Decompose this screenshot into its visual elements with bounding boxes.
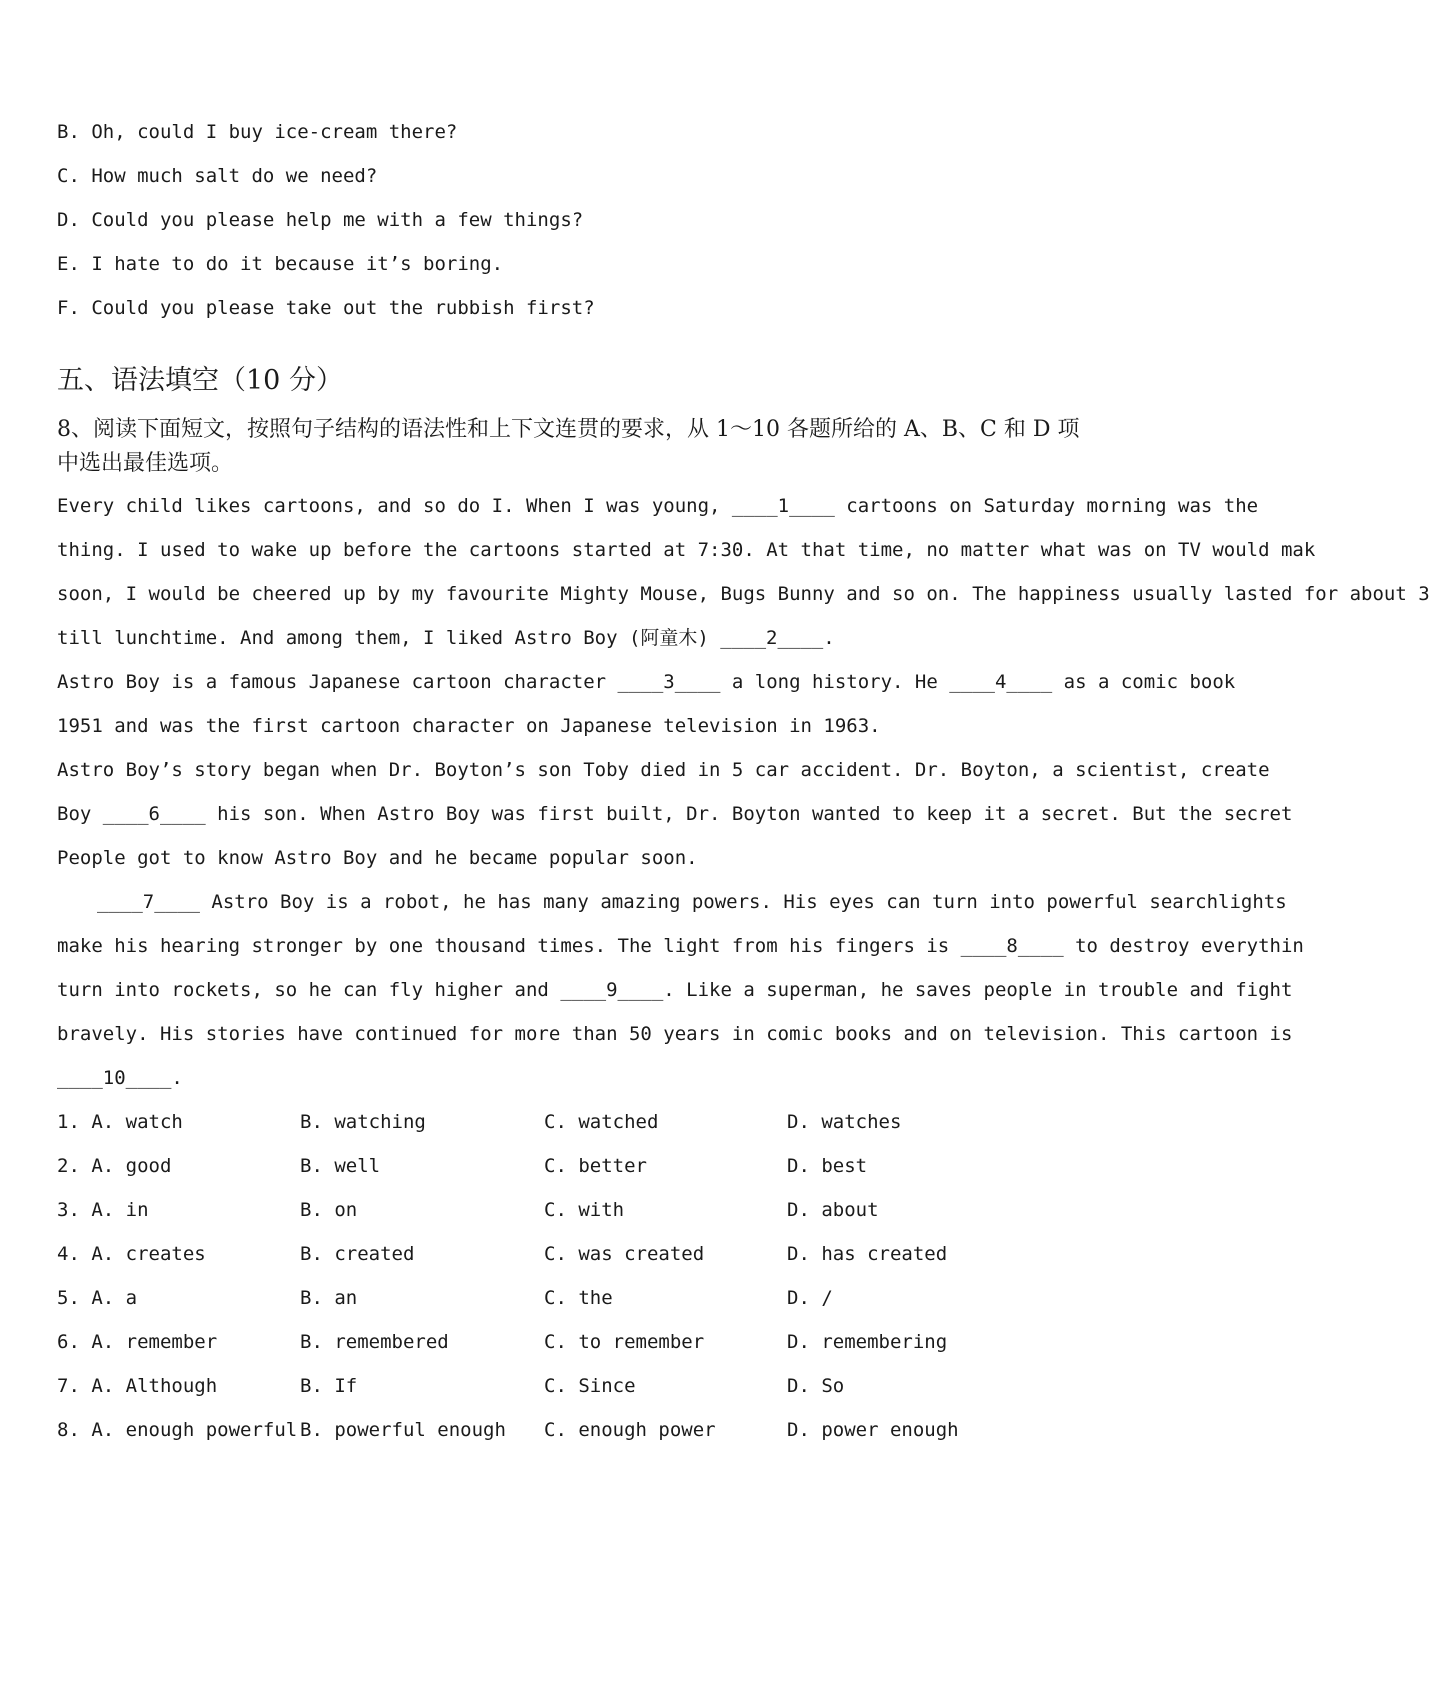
choice-b: B. on — [300, 1199, 358, 1221]
choice-a: 3. A. in — [57, 1199, 149, 1221]
choice-c: C. the — [544, 1287, 613, 1309]
passage-line: ____10____. — [57, 1067, 183, 1089]
choice-a: 2. A. good — [57, 1155, 172, 1177]
choice-row-3 — [57, 1198, 1157, 1222]
passage-line: till lunchtime. And among them, I liked Astro Boy (阿童木) ____2____. — [57, 627, 835, 649]
passage-line: turn into rockets, so he can fly higher and ____9____. Like a superman, he saves people in trouble and fight — [57, 979, 1293, 1001]
choice-row-1 — [57, 1110, 1157, 1134]
choice-c: C. watched — [544, 1111, 659, 1133]
choice-a: 1. A. watch — [57, 1111, 183, 1133]
choice-a: 7. A. Although — [57, 1375, 218, 1397]
choice-row-7 — [57, 1374, 1157, 1398]
choice-row-5 — [57, 1286, 1157, 1310]
instruction-line-1: 8、阅读下面短文，按照句子结构的语法性和上下文连贯的要求，从 1～10 各题所给的 A、B、C 和 D 项 — [57, 417, 1080, 442]
choice-c: C. Since — [544, 1375, 636, 1397]
passage-line: thing. I used to wake up before the cartoons started at 7:30. At that time, no matter what was on TV would mak — [57, 539, 1316, 561]
choice-row-4 — [57, 1242, 1157, 1266]
choice-a: 4. A. creates — [57, 1243, 206, 1265]
choice-c: C. enough power — [544, 1419, 716, 1441]
choice-c: C. to remember — [544, 1331, 705, 1353]
choice-a: 6. A. remember — [57, 1331, 218, 1353]
choice-c: C. better — [544, 1155, 647, 1177]
instruction-line-2: 中选出最佳选项。 — [57, 451, 234, 476]
choice-b: B. powerful enough — [300, 1419, 506, 1441]
choice-c: C. was created — [544, 1243, 705, 1265]
option-line-b: B. Oh, could I buy ice-cream there? — [57, 121, 458, 143]
section-title: 五、语法填空（10 分） — [57, 365, 343, 396]
choice-d: D. power enough — [787, 1419, 959, 1441]
passage-line: Every child likes cartoons, and so do I. When I was young, ____1____ cartoons on Saturday morning was the — [57, 495, 1259, 517]
passage-line: bravely. His stories have continued for more than 50 years in comic books and on television. This cartoon is — [57, 1023, 1293, 1045]
passage-line: Astro Boy is a famous Japanese cartoon character ____3____ a long history. He ____4____ as a comic book — [57, 671, 1236, 693]
choice-d: D. / — [787, 1287, 833, 1309]
choice-d: D. best — [787, 1155, 868, 1177]
option-line-c: C. How much salt do we need? — [57, 165, 378, 187]
choice-a: 8. A. enough powerful — [57, 1419, 298, 1441]
passage-line: 1951 and was the first cartoon character on Japanese television in 1963. — [57, 715, 881, 737]
choice-b: B. watching — [300, 1111, 426, 1133]
option-line-d: D. Could you please help me with a few things? — [57, 209, 584, 231]
choice-a: 5. A. a — [57, 1287, 138, 1309]
choice-row-6 — [57, 1330, 1157, 1354]
passage-line: ____7____ Astro Boy is a robot, he has many amazing powers. His eyes can turn into powerful searchlights — [97, 891, 1287, 913]
choice-d: D. has created — [787, 1243, 948, 1265]
passage-line: soon, I would be cheered up by my favourite Mighty Mouse, Bugs Bunny and so on. The happiness usually lasted for about 3 — [57, 583, 1430, 605]
choice-d: D. watches — [787, 1111, 902, 1133]
passage-line: Astro Boy’s story began when Dr. Boyton’s son Toby died in 5 car accident. Dr. Boyton, a scientist, create — [57, 759, 1270, 781]
passage-line: People got to know Astro Boy and he became popular soon. — [57, 847, 698, 869]
option-line-f: F. Could you please take out the rubbish first? — [57, 297, 595, 319]
choice-b: B. created — [300, 1243, 415, 1265]
choice-b: B. an — [300, 1287, 358, 1309]
choice-b: B. well — [300, 1155, 381, 1177]
passage-line: Boy ____6____ his son. When Astro Boy was first built, Dr. Boyton wanted to keep it a secret. But the secret — [57, 803, 1293, 825]
passage-line: make his hearing stronger by one thousand times. The light from his fingers is ____8____ to destroy everythin — [57, 935, 1304, 957]
choice-b: B. If — [300, 1375, 358, 1397]
choice-d: D. remembering — [787, 1331, 948, 1353]
choice-d: D. about — [787, 1199, 879, 1221]
option-line-e: E. I hate to do it because it’s boring. — [57, 253, 504, 275]
choice-row-8 — [57, 1418, 1157, 1442]
choice-b: B. remembered — [300, 1331, 449, 1353]
choice-d: D. So — [787, 1375, 845, 1397]
choice-c: C. with — [544, 1199, 625, 1221]
choice-row-2 — [57, 1154, 1157, 1178]
